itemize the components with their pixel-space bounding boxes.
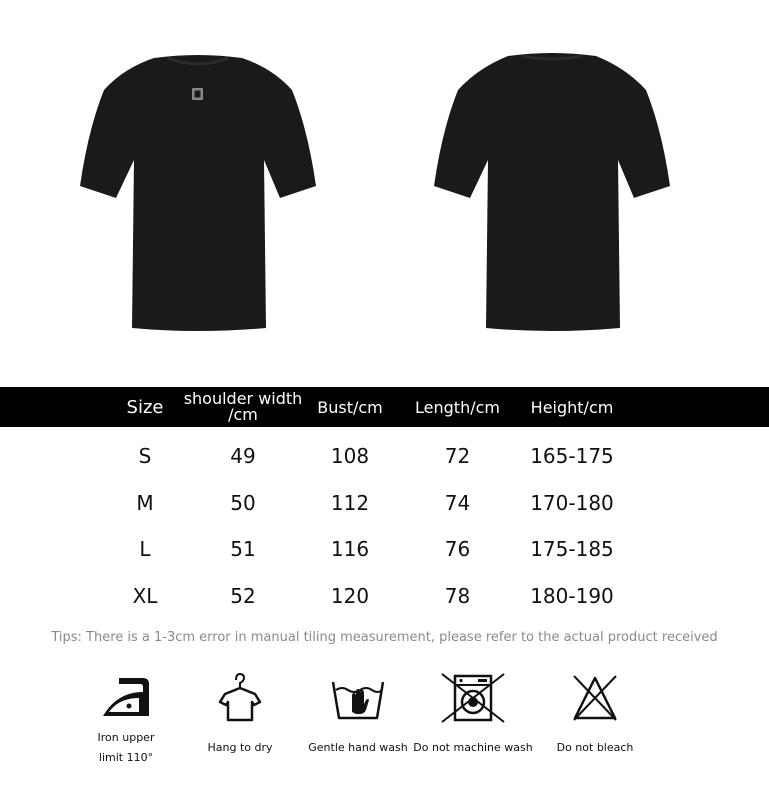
iron-label-line1: Iron upper bbox=[97, 731, 155, 744]
iron-label-line2: limit 110° bbox=[98, 751, 154, 764]
cell-length: 72 bbox=[444, 444, 471, 469]
no-machine-wash-icon bbox=[440, 672, 506, 724]
cell-size: XL bbox=[132, 583, 158, 608]
cell-length: 78 bbox=[444, 583, 471, 608]
table-row bbox=[0, 480, 769, 527]
no-bleach-label: Do not bleach bbox=[556, 741, 634, 754]
cell-bust: 112 bbox=[330, 490, 370, 515]
header-length: Length/cm bbox=[415, 397, 500, 417]
hand-wash-label: Gentle hand wash bbox=[308, 741, 408, 754]
tshirt-back-image bbox=[430, 50, 674, 332]
cell-size: S bbox=[138, 444, 152, 469]
care-item-no-machine-wash bbox=[408, 672, 538, 758]
header-size: Size bbox=[126, 396, 164, 418]
tshirt-front-image bbox=[76, 50, 320, 332]
table-row bbox=[0, 526, 769, 573]
product-photos bbox=[0, 0, 769, 387]
cell-length: 76 bbox=[444, 537, 471, 562]
size-table-header bbox=[0, 387, 769, 427]
table-row bbox=[0, 433, 769, 480]
care-item-hand-wash bbox=[293, 672, 423, 758]
header-shoulder-line1: shoulder width bbox=[183, 389, 303, 408]
care-instructions bbox=[0, 672, 769, 782]
header-shoulder-line2: /cm bbox=[228, 405, 258, 424]
cell-height: 165-175 bbox=[530, 444, 614, 469]
no-bleach-icon bbox=[570, 672, 620, 724]
care-item-no-bleach bbox=[530, 672, 660, 758]
cell-height: 170-180 bbox=[530, 490, 614, 515]
cell-height: 180-190 bbox=[530, 583, 614, 608]
cell-bust: 108 bbox=[330, 444, 370, 469]
hang-to-dry-icon bbox=[217, 672, 263, 724]
cell-shoulder: 50 bbox=[230, 490, 256, 515]
hang-label: Hang to dry bbox=[207, 741, 273, 754]
header-bust: Bust/cm bbox=[317, 397, 383, 417]
cell-shoulder: 49 bbox=[230, 444, 256, 469]
header-height: Height/cm bbox=[530, 397, 614, 417]
measurement-tips: Tips: There is a 1-3cm error in manual tiling measurement, please refer to the actual product received bbox=[51, 630, 718, 645]
cell-length: 74 bbox=[444, 490, 471, 515]
hand-wash-icon bbox=[330, 672, 386, 724]
cell-shoulder: 51 bbox=[230, 537, 256, 562]
cell-size: L bbox=[139, 537, 151, 562]
cell-shoulder: 52 bbox=[230, 583, 256, 608]
table-row bbox=[0, 573, 769, 620]
care-item-hang bbox=[175, 672, 305, 758]
cell-size: M bbox=[136, 490, 154, 515]
no-machine-label: Do not machine wash bbox=[413, 741, 533, 754]
cell-bust: 120 bbox=[330, 583, 370, 608]
iron-icon bbox=[95, 672, 157, 722]
care-item-iron bbox=[61, 672, 191, 768]
size-table-body bbox=[0, 433, 769, 619]
cell-bust: 116 bbox=[330, 537, 370, 562]
cell-height: 175-185 bbox=[530, 537, 614, 562]
header-shoulder-width bbox=[178, 387, 308, 427]
